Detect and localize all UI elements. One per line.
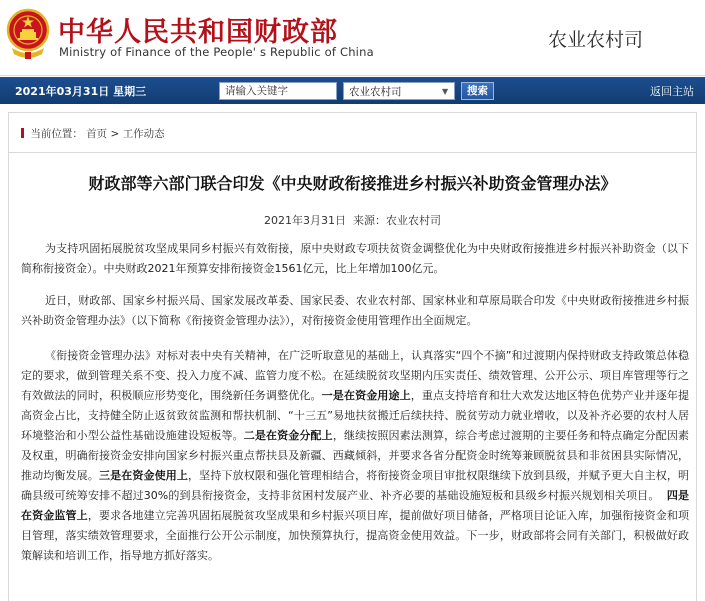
breadcrumb [21,126,165,141]
article-source-label: 来源： [353,214,386,227]
paragraph-text: 《衔接资金管理办法》对标对表中央有关精神，在广泛听取意见的基础上，认真落实“四个不摘”和过渡期内保持财政支持政策总体稳定的要求，做到管理关系不变、投入力度不减、监管力度不松。在延续脱贫攻坚期内压实责任、绩效管理、公开公示、项目库管理等行之有效做法的同时，积极顺应形势变化，围绕新任务调整优化。 [21,349,689,402]
breadcrumb-prefix: 当前位置： [30,128,83,140]
chevron-down-icon: ▼ [442,87,449,96]
article-paragraph: 近日，财政部、国家乡村振兴局、国家发展改革委、国家民委、农业农村部、国家林业和草原局联合印发《中央财政衔接推进乡村振兴补助资金管理办法》（以下简称《衔接资金管理办法》），对衔接资金使用管理作出全面规定。 [21,294,689,327]
paragraph-text: ，坚持下放权限和强化管理相结合，将衔接资金项目审批权限继续下放到县级，并赋予更大自主权，明确县级可统筹安排不超过30%的到县衔接资金，支持非贫困村发展产业、补齐必要的基础设施短板和县级乡村振兴规划相关项目。 [21,469,690,502]
article-meta [9,212,696,228]
article-paragraph: 为支持巩固拓展脱贫攻坚成果同乡村振兴有效衔接，原中央财政专项扶贫资金调整优化为中央财政衔接推进乡村振兴补助资金（以下简称衔接资金）。中央财政2021年预算安排衔接资金1561亿元，比上年增加100亿元。 [21,242,689,275]
article-date: 2021年3月31日 [264,214,346,227]
paragraph-text: ，要求各地建立完善巩固拓展脱贫攻坚成果和乡村振兴项目库，提前做好项目储备，严格项目论证入库，加强衔接资金和项目管理，落实绩效管理要求，全面推行公开公示制度，加快预算执行，提高资金使用效益。下一步，财政部将会同有关部门，积极做好政策解读和培训工作，指导地方抓好落实。 [21,509,690,562]
paragraph-highlight: 二是在资金分配上 [243,429,333,442]
search-input[interactable] [219,82,337,100]
breadcrumb-divider [9,152,696,153]
search-scope-select[interactable] [343,82,455,100]
article-source: 农业农村司 [386,214,441,227]
paragraph-text: ，重点支持培育和壮大欢发达地区特色优势产业并逐年提高资金占比，支持健全防止返贫致贫监测和帮扶机制、“十三五”易地扶贫搬迁后续扶持、脱贫劳动力就业增收，以及补齐必要的农村人居环境整治和小型公益性基础设施建设短板等。 [21,389,690,442]
search-scope-value: 农业农村司 [349,86,402,98]
paragraph-highlight: 一是在资金用途上 [321,389,411,402]
paragraph-highlight: 四是在资金监管上 [21,489,690,522]
national-emblem-icon[interactable] [6,8,50,60]
department-name: 农业农村司 [548,29,644,51]
article-paragraph [21,346,689,566]
current-date [15,83,146,99]
return-home-link[interactable]: 返回主站 [650,85,694,98]
breadcrumb-separator: > [110,128,120,140]
breadcrumb-section-link[interactable]: 工作动态 [122,128,165,140]
nav-bar [0,77,705,104]
article-panel [8,112,697,601]
paragraph-highlight: 三是在资金使用上 [98,469,189,482]
site-title-cn[interactable]: 中华人民共和国财政部 [58,17,338,48]
date-text: 2021年03月31日 [15,85,110,98]
breadcrumb-marker-icon [21,128,24,138]
breadcrumb-home-link[interactable]: 首页 [86,128,108,140]
paragraph-text: ，继续按照因素法测算，综合考虑过渡期的主要任务和特点确定分配因素及权重，明确衔接资金安排向国家乡村振兴重点帮扶县及新疆、西藏倾斜，并要求各省分配资金时统筹兼顾脱贫县和非贫困县实际情况，推动均衡发展。 [21,429,690,482]
search-button[interactable]: 搜索 [461,82,494,100]
site-title-en: Ministry of Finance of the People' s Republic of China [59,45,374,59]
weekday-text: 星期三 [113,85,147,98]
article-title: 财政部等六部门联合印发《中央财政衔接推进乡村振兴补助资金管理办法》 [88,174,617,193]
site-header [0,0,705,76]
